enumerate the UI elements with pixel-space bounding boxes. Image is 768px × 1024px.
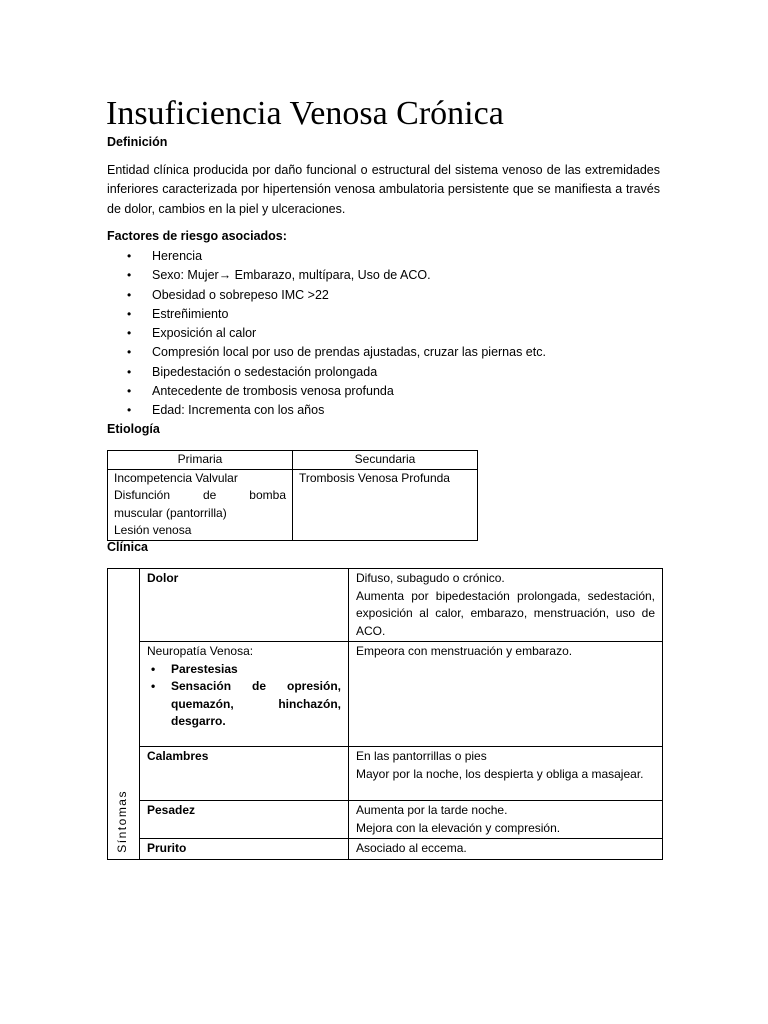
symptoms-label: Síntomas	[115, 789, 129, 853]
table-row	[108, 839, 663, 860]
symptom-name: Pesadez	[140, 801, 349, 839]
list-item: • Sexo: Mujer→ Embarazo, multípara, Uso de ACO.	[107, 266, 667, 285]
symptom-name: Calambres	[140, 747, 349, 801]
table-row	[108, 801, 663, 839]
symptom-name: Prurito	[140, 839, 349, 860]
secondary-cell: Trombosis Venosa Profunda	[293, 469, 478, 540]
table-row	[108, 747, 663, 801]
clinical-table	[107, 568, 663, 860]
clinical-heading: Clínica	[107, 540, 148, 554]
symptom-description: Empeora con menstruación y embarazo.	[349, 642, 663, 747]
bullet-icon: •	[127, 287, 132, 302]
definition-heading: Definición	[107, 135, 168, 149]
bullet-icon: •	[127, 384, 132, 399]
symptom-description: Asociado al eccema.	[349, 839, 663, 860]
symptom-description: En las pantorrillas o pies Mayor por la noche, los despierta y obliga a masajear.	[349, 747, 663, 801]
risk-factors-heading: Factores de riesgo asociados:	[107, 229, 287, 243]
list-item: • Edad: Incrementa con los años	[107, 401, 667, 420]
list-item: • Obesidad o sobrepeso IMC >22	[107, 286, 667, 305]
list-item: • Bipedestación o sedestación prolongada	[107, 363, 667, 382]
symptom-name: Neuropatía Venosa:	[147, 644, 254, 658]
list-item: • Exposición al calor	[107, 324, 667, 343]
column-header-primary: Primaria	[108, 451, 293, 470]
symptom-sublist	[147, 661, 341, 731]
bullet-icon: •	[127, 268, 132, 283]
list-item: • Sensación de opresión, quemazón, hinchazón, desgarro.	[151, 679, 341, 728]
bullet-icon: •	[127, 326, 132, 341]
symptom-description: Difuso, subagudo o crónico. Aumenta por bipedestación prolongada, sedestación, exposición al calor, embarazo, menstruación, uso de ACO.	[349, 569, 663, 642]
bullet-icon: •	[127, 345, 132, 360]
table-row	[108, 642, 663, 747]
etiology-heading: Etiología	[107, 422, 160, 436]
list-item: • Parestesias	[147, 661, 341, 679]
table-header-row	[108, 451, 478, 470]
definition-paragraph: Entidad clínica producida por daño funcional o estructural del sistema venoso de las extremidades inferiores caracterizada por hipertensión venosa ambulatoria persistente que se manifiesta a través de dolor, cambios en la piel y ulceraciones.	[107, 163, 660, 216]
symptom-description: Aumenta por la tarde noche. Mejora con la elevación y compresión.	[349, 801, 663, 839]
list-item: • Compresión local por uso de prendas ajustadas, cruzar las piernas etc.	[107, 343, 667, 362]
symptom-name-cell	[140, 642, 349, 747]
risk-factors-list	[107, 247, 667, 421]
bullet-icon: •	[151, 679, 156, 693]
page-title: Insuficiencia Venosa Crónica	[106, 95, 504, 132]
bullet-icon: •	[127, 249, 132, 263]
column-header-secondary: Secundaria	[293, 451, 478, 470]
etiology-table	[107, 450, 478, 541]
table-row	[108, 569, 663, 642]
list-item: • Antecedente de trombosis venosa profunda	[107, 382, 667, 401]
bullet-icon: •	[127, 364, 132, 379]
bullet-icon: •	[151, 661, 156, 676]
bullet-icon: •	[127, 306, 132, 321]
symptoms-side-cell	[108, 569, 140, 860]
list-item: • Herencia	[107, 247, 667, 266]
list-item: • Estreñimiento	[107, 305, 667, 324]
table-row	[108, 469, 478, 540]
primary-cell: Incompetencia Valvular Disfunción de bomba muscular (pantorrilla) Lesión venosa	[108, 469, 293, 540]
symptom-name: Dolor	[140, 569, 349, 642]
bullet-icon: •	[127, 403, 132, 418]
